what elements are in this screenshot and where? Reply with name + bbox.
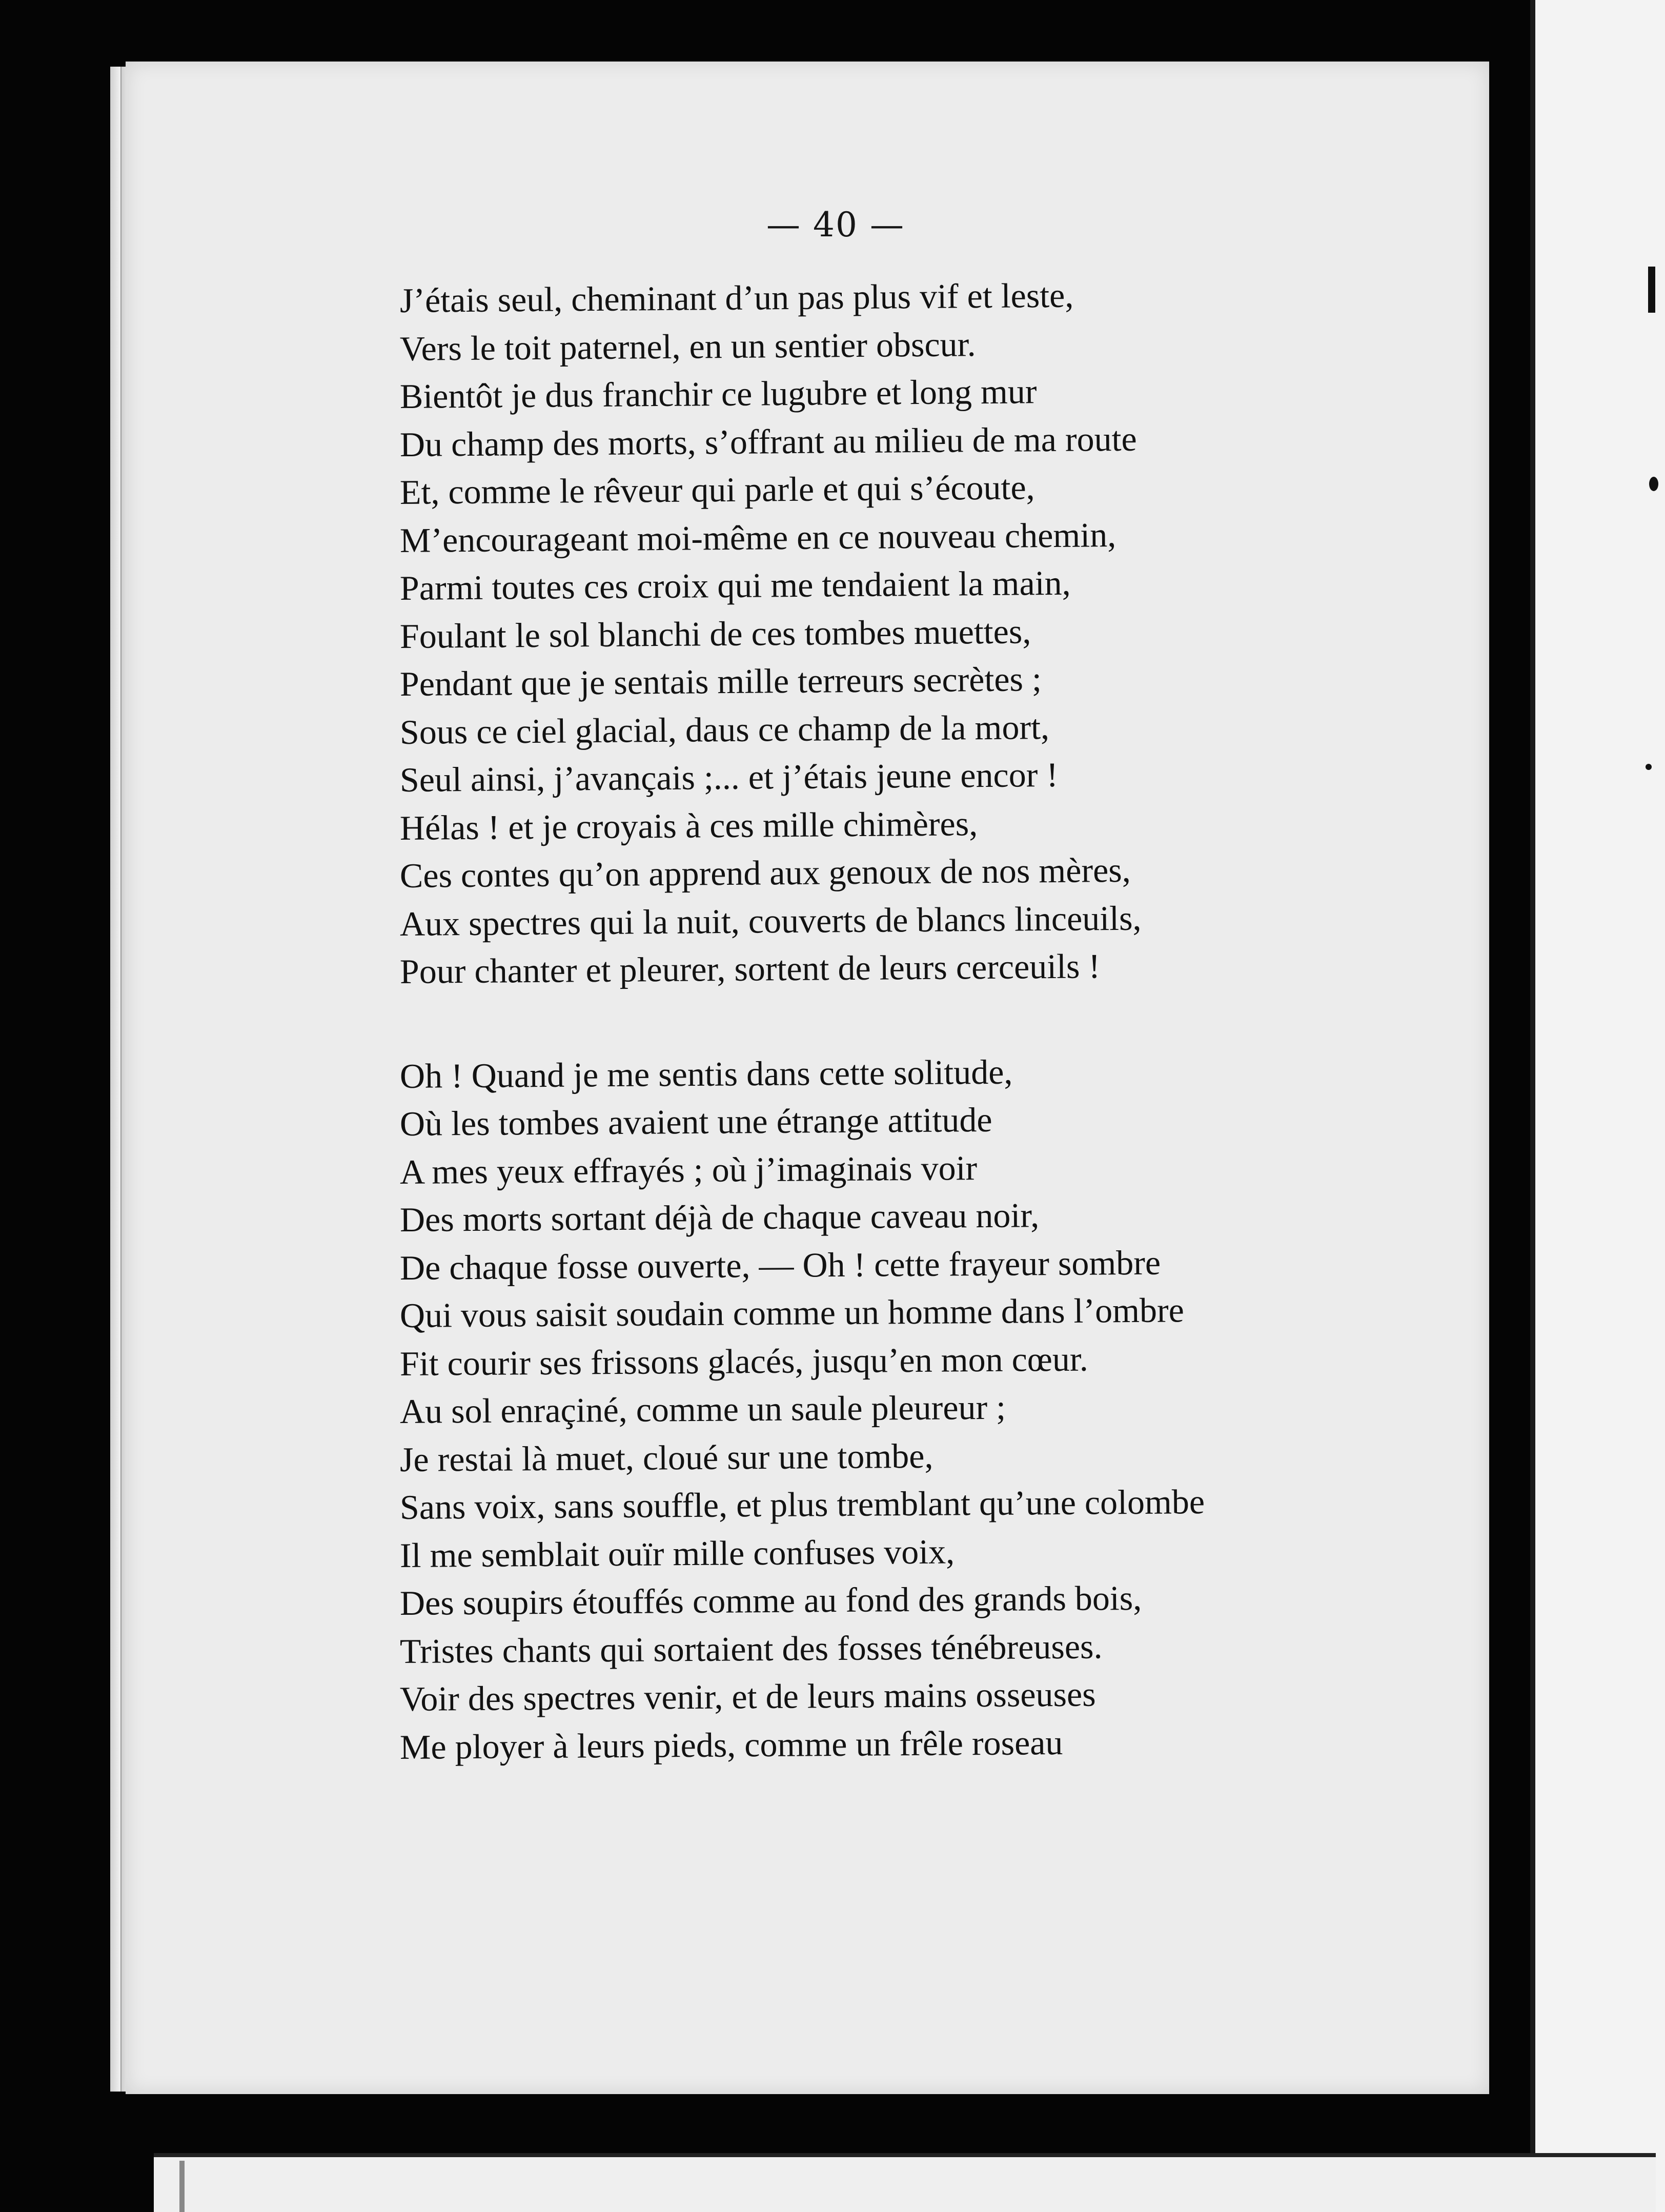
verse-line: M’encourageant moi-même en ce nouveau chemin, — [399, 515, 1116, 560]
poem-text — [400, 277, 1476, 1771]
verse-line: Bientôt je dus franchir ce lugubre et long mur — [399, 372, 1037, 416]
verse-line: Pendant que je sentais mille terreurs secrètes ; — [399, 659, 1042, 703]
page-edge — [179, 2161, 185, 2212]
page-edge — [110, 67, 121, 2092]
verse-line: Aux spectres qui la nuit, couverts de blancs linceuils, — [399, 898, 1142, 943]
stanza — [400, 277, 1476, 996]
verse-line: De chaque fosse ouverte, — Oh ! cette frayeur sombre — [399, 1243, 1161, 1287]
verse-line: Des morts sortant déjà de chaque caveau noir, — [399, 1195, 1040, 1239]
facing-page-glyph — [1646, 764, 1652, 770]
verse-line: Foulant le sol blanchi de ces tombes muettes, — [399, 611, 1031, 656]
facing-page-glyph — [1649, 477, 1658, 491]
verse-line: Pour chanter et pleurer, sortent de leurs cerceuils ! — [399, 946, 1101, 991]
verse-line: A mes yeux effrayés ; où j’imaginais voir — [399, 1148, 978, 1191]
verse-line: Des soupirs étouffés comme au fond des grands bois, — [399, 1578, 1142, 1622]
verse-line: Tristes chants qui sortaient des fosses ténébreuses. — [399, 1626, 1103, 1671]
verse-line: Seul ainsi, j’avançais ;... et j’étais jeune encor ! — [399, 755, 1059, 799]
next-page-edge — [154, 2153, 1656, 2212]
verse-line: Et, comme le rêveur qui parle et qui s’écoute, — [399, 468, 1035, 512]
verse-line: Me ployer à leurs pieds, comme un frêle roseau — [399, 1722, 1063, 1767]
verse-line: Je restai là muet, cloué sur une tombe, — [399, 1436, 933, 1479]
verse-line: Hélas ! et je croyais à ces mille chimères, — [399, 803, 978, 847]
verse-line: J’étais seul, cheminant d’un pas plus vif et leste, — [399, 275, 1074, 320]
verse-line: Sans voix, sans souffle, et plus tremblant qu’une colombe — [399, 1482, 1205, 1527]
verse-line: Il me semblait ouïr mille confuses voix, — [399, 1531, 955, 1575]
verse-line: Ces contes qu’on apprend aux genoux de nos mères, — [399, 850, 1131, 895]
stanza — [400, 1052, 1476, 1772]
facing-page — [1530, 0, 1665, 2212]
facing-page-glyph — [1648, 267, 1655, 313]
verse-line: Qui vous saisit soudain comme un homme dans l’ombre — [399, 1290, 1185, 1335]
verse-line: Parmi toutes ces croix qui me tendaient la main, — [399, 563, 1071, 607]
verse-line: Voir des spectres venir, et de leurs mains osseuses — [399, 1674, 1096, 1718]
verse-line: Fit courir ses frissons glacés, jusqu’en mon cœur. — [399, 1339, 1089, 1383]
page-number: — 40 — — [766, 205, 905, 245]
verse-line: Au sol enraçiné, comme un saule pleureur ; — [399, 1387, 1006, 1431]
verse-line: Du champ des morts, s’offrant au milieu de ma route — [399, 419, 1137, 464]
verse-line: Vers le toit paternel, en un sentier obscur. — [399, 324, 976, 368]
verse-line: Oh ! Quand je me sentis dans cette solitude, — [399, 1052, 1013, 1095]
verse-line: Où les tombes avaient une étrange attitude — [399, 1100, 992, 1143]
verse-line: Sous ce ciel glacial, daus ce champ de la mort, — [399, 707, 1050, 752]
